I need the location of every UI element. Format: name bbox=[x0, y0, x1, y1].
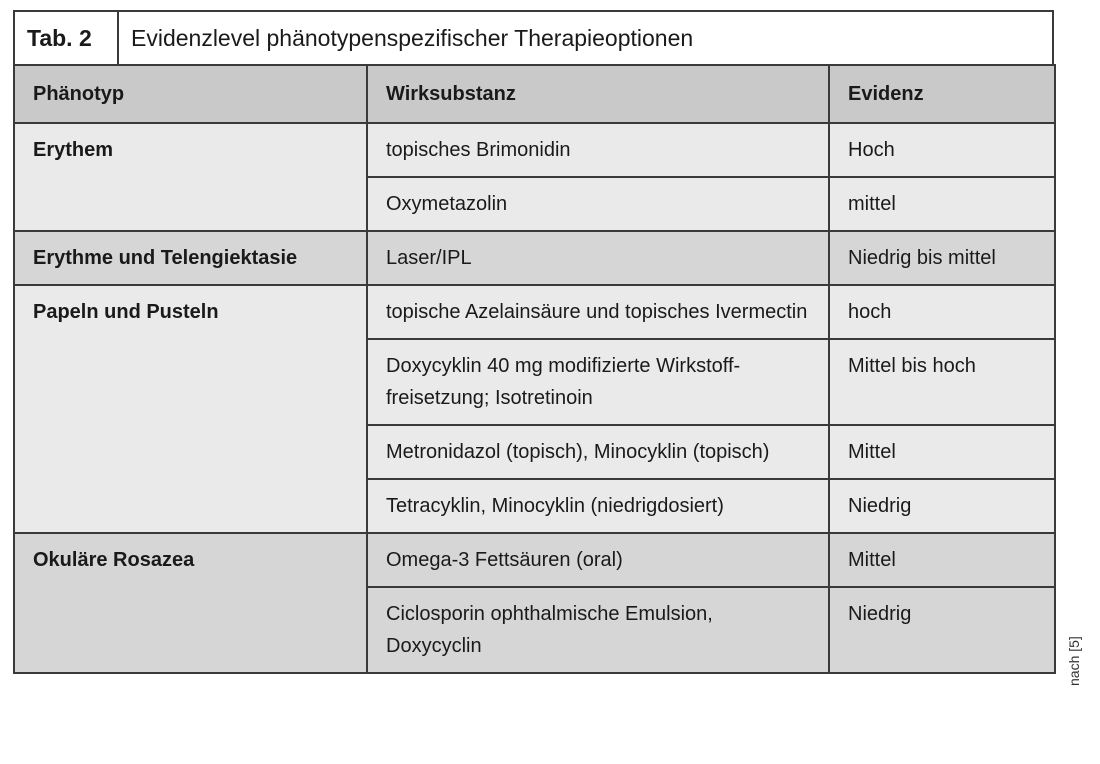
column-header-substance: Wirksubstanz bbox=[367, 65, 829, 123]
evidence-cell: mittel bbox=[829, 177, 1055, 231]
evidence-cell: Mittel bbox=[829, 425, 1055, 479]
table-row bbox=[14, 285, 1055, 339]
table-row bbox=[14, 123, 1055, 177]
phenotype-cell: Papeln und Pusteln bbox=[14, 285, 367, 533]
substance-cell: Omega-3 Fettsäuren (oral) bbox=[367, 533, 829, 587]
evidence-cell: Mittel bis hoch bbox=[829, 339, 1055, 425]
substance-cell: Tetracyklin, Minocyklin (niedrigdosiert) bbox=[367, 479, 829, 533]
evidence-cell: Niedrig bis mittel bbox=[829, 231, 1055, 285]
table-caption bbox=[13, 10, 1054, 64]
phenotype-cell: Erythem bbox=[14, 123, 367, 231]
evidence-cell: Niedrig bbox=[829, 587, 1055, 673]
substance-cell: Oxymetazolin bbox=[367, 177, 829, 231]
column-header-evidence: Evidenz bbox=[829, 65, 1055, 123]
table-row bbox=[14, 231, 1055, 285]
substance-cell: Ciclosporin ophthalmische Emulsion, Doxycyclin bbox=[367, 587, 829, 673]
substance-cell: Doxycyklin 40 mg modifizierte Wirkstoff-freisetzung; Isotretinoin bbox=[367, 339, 829, 425]
table-row bbox=[14, 533, 1055, 587]
evidence-cell: Mittel bbox=[829, 533, 1055, 587]
evidence-cell: Niedrig bbox=[829, 479, 1055, 533]
table-title: Evidenzlevel phänotypenspezifischer Therapieoptionen bbox=[131, 24, 694, 51]
table-header-row bbox=[14, 65, 1055, 123]
table-body bbox=[13, 64, 1056, 674]
evidence-cell: Hoch bbox=[829, 123, 1055, 177]
substance-cell: Laser/IPL bbox=[367, 231, 829, 285]
substance-cell: topisches Brimonidin bbox=[367, 123, 829, 177]
column-header-phenotype: Phänotyp bbox=[14, 65, 367, 123]
substance-cell: Metronidazol (topisch), Minocyklin (topisch) bbox=[367, 425, 829, 479]
evidence-cell: hoch bbox=[829, 285, 1055, 339]
phenotype-cell: Erythme und Telengiektasie bbox=[14, 231, 367, 285]
table-number: Tab. 2 bbox=[15, 12, 119, 64]
evidence-table bbox=[13, 10, 1054, 674]
substance-cell: topische Azelainsäure und topisches Ivermectin bbox=[367, 285, 829, 339]
phenotype-cell: Okuläre Rosazea bbox=[14, 533, 367, 673]
source-note: nach [5] bbox=[1066, 636, 1082, 686]
